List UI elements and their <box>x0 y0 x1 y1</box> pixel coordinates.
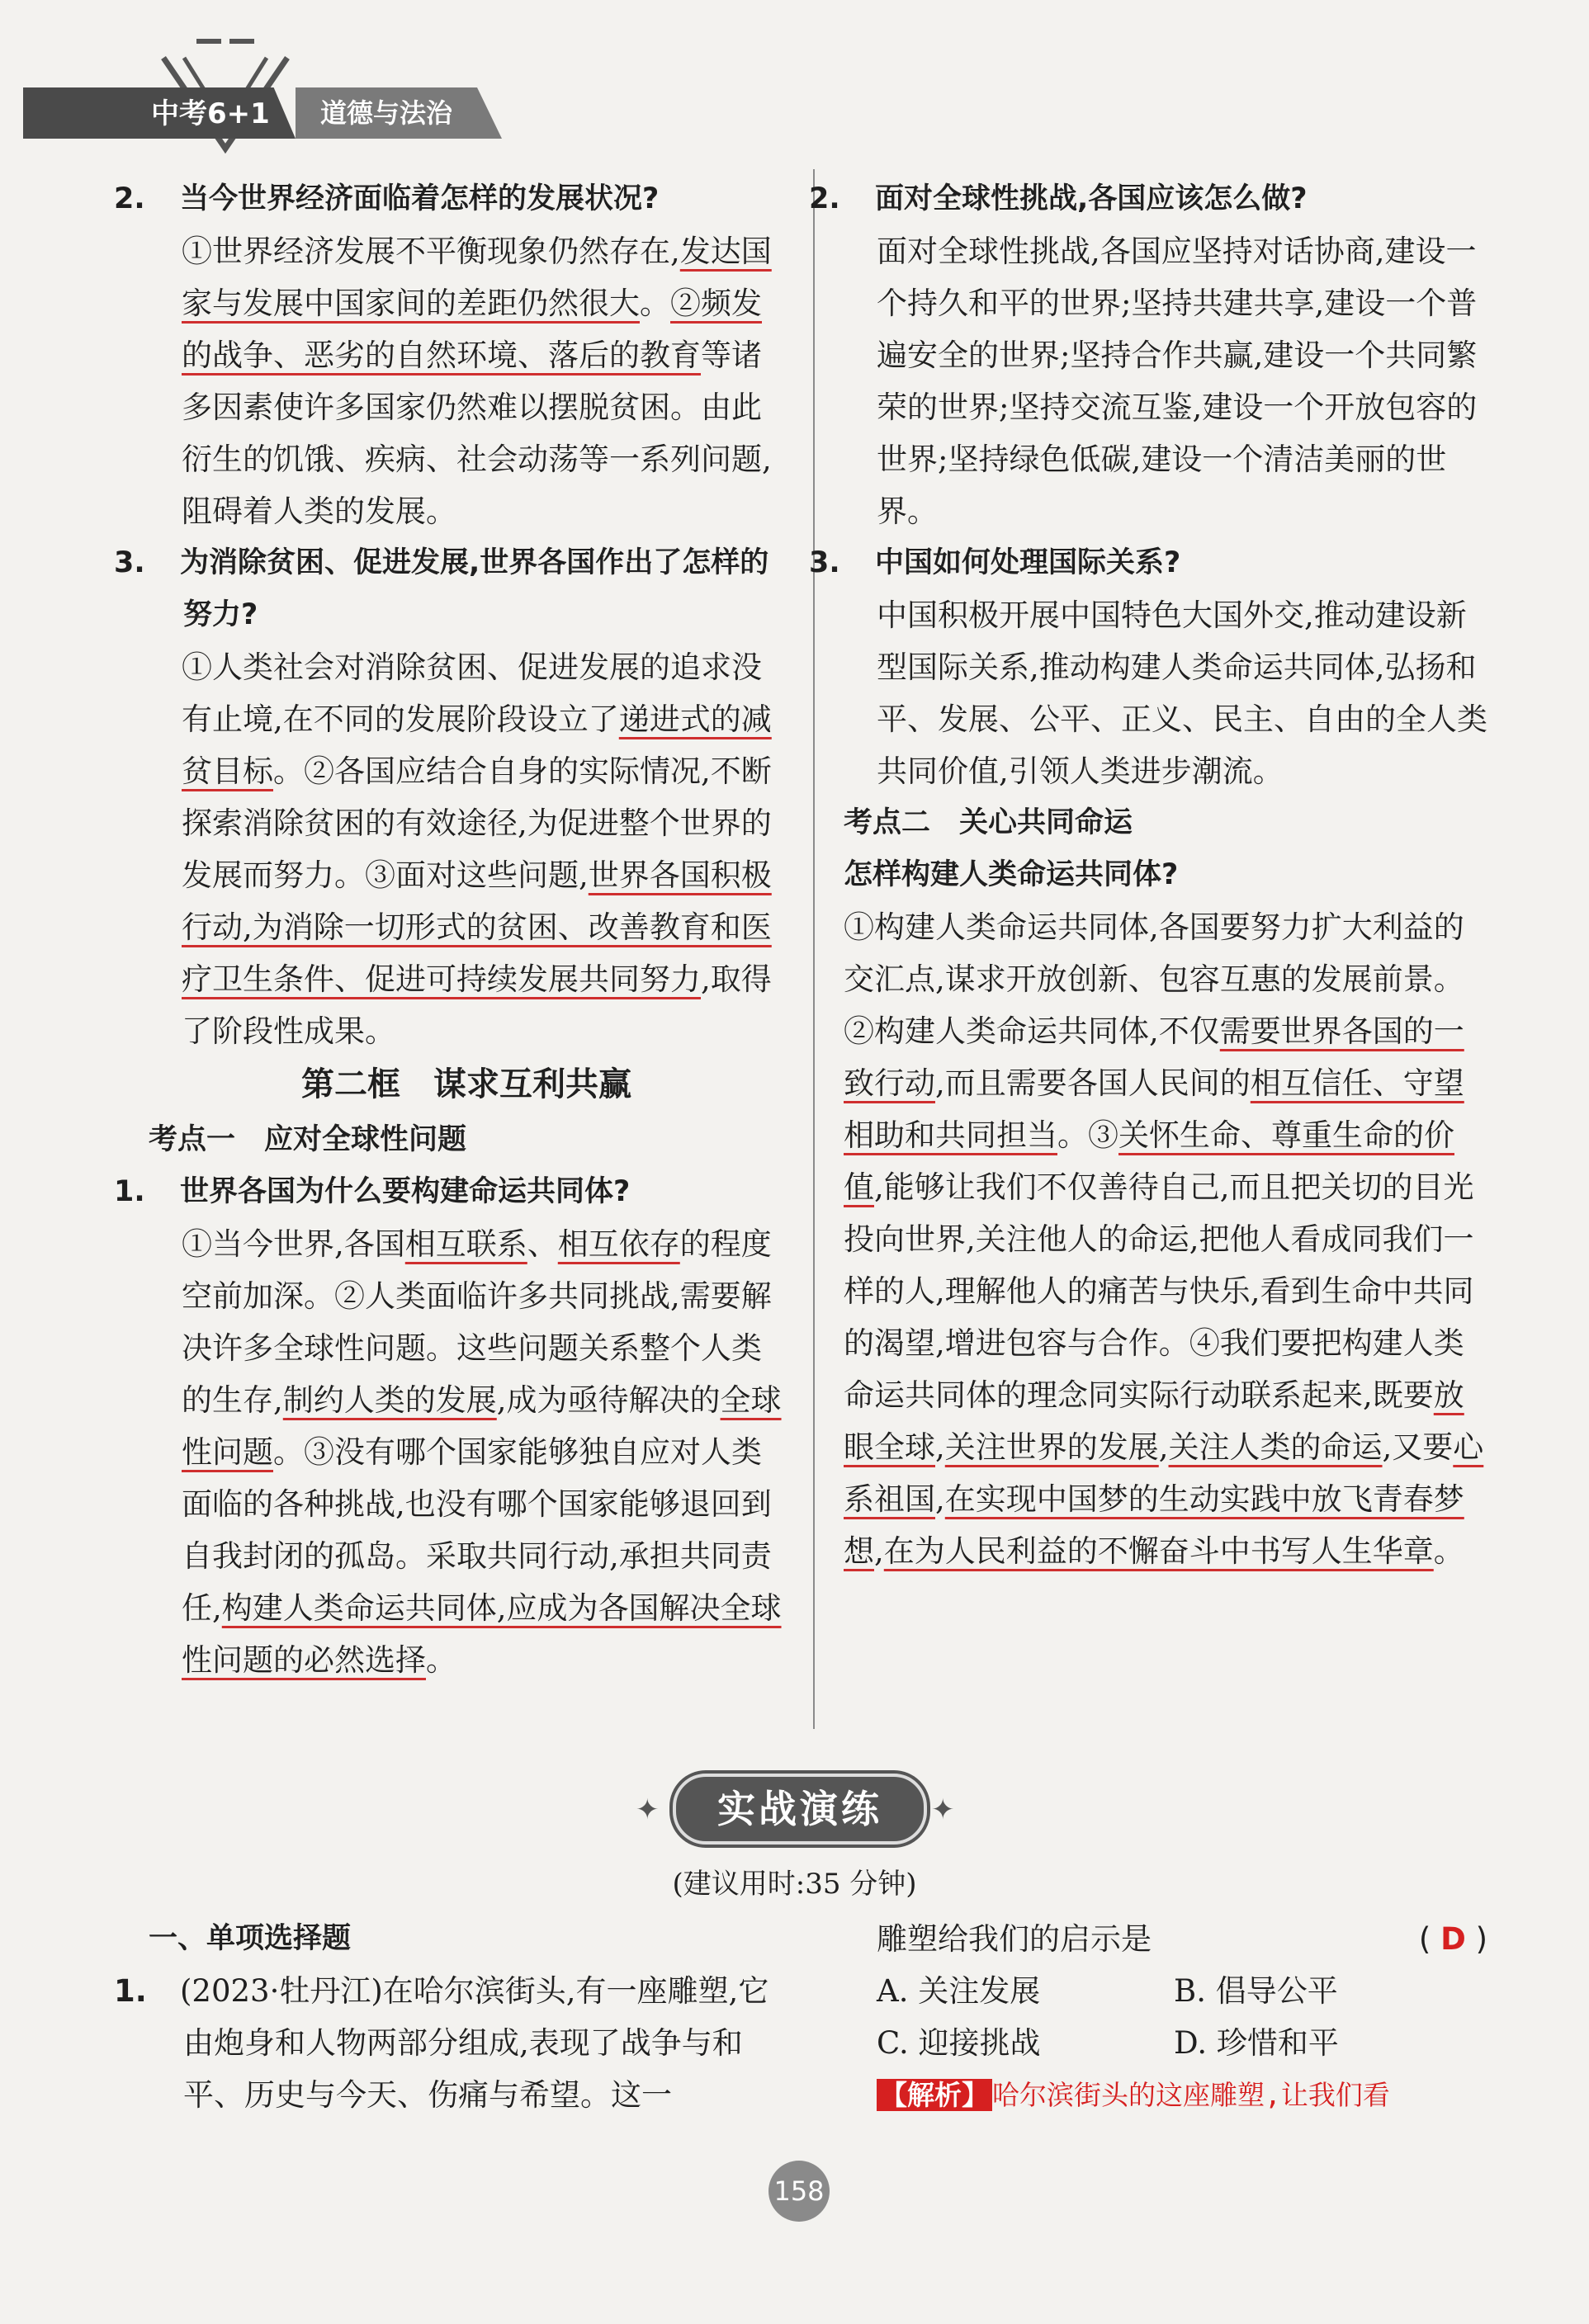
answer-letter: D <box>1440 1921 1466 1957</box>
section-heading: 考点一 应对全球性问题 <box>149 1123 467 1156</box>
answer-text: ①世界经济发展不平衡现象仍然存在,发达国家与发展中国家间的差距仍然很大。②频发的战争、恶劣的自然环境、落后的教育等诸多因素使许多国家仍然难以摆脱贫困。由此衍生的饥饿、疾病、社会动荡等一系列问题,阻碍着人类的发展。 <box>182 234 772 529</box>
question-heading: 3. 为消除贫困、促进发展,世界各国作出了怎样的努力? <box>114 546 769 631</box>
option-d: D. 珍惜和平 <box>1174 2025 1339 2061</box>
answer-text: 中国积极开展中国特色大国外交,推动建设新型国际关系,推动构建人类命运共同体,弘扬和平、发展、公平、正义、民主、自由的全人类共同价值,引领人类进步潮流。 <box>877 598 1487 789</box>
answer-text: 面对全球性挑战,各国应坚持对话协商,建设一个持久和平的世界;坚持共建共享,建设一个普遍安全的世界;坚持合作共赢,建设一个共同繁荣的世界;坚持交流互鉴,建设一个开放包容的世界;坚持绿色低碳,建设一个清洁美丽的世界。 <box>877 234 1478 529</box>
question-heading: 1. 世界各国为什么要构建命运共同体? <box>114 1175 631 1208</box>
practice-left-column <box>114 1913 784 2121</box>
right-column <box>809 173 1487 1577</box>
option-c: C. 迎接挑战 <box>877 2025 1041 2061</box>
column-divider <box>813 169 815 1729</box>
page-number: 158 <box>768 2161 830 2222</box>
star-icon: ✦ <box>636 1793 660 1826</box>
subject-label: 道德与法治 <box>320 97 453 129</box>
options <box>844 1965 1487 2069</box>
left-column <box>114 173 784 1686</box>
answer-bracket: ( D ) <box>1418 1921 1487 1957</box>
series-logo: 中考6+1 <box>151 97 270 130</box>
suggested-time: (建议用时:35 分钟) <box>672 1868 917 1901</box>
question-heading: 2. 当今世界经济面临着怎样的发展状况? <box>114 182 660 215</box>
analysis-tag: 【解析】 <box>877 2079 992 2111</box>
practice-banner <box>636 1762 958 1853</box>
question-stem: 1. (2023·牡丹江)在哈尔滨街头,有一座雕塑,它由炮身和人物两部分组成,表现了战争与和平、历史与今天、伤痛与希望。这一 <box>114 1973 769 2113</box>
question-stem-continued: 雕塑给我们的启示是 ( D ) <box>844 1913 1487 1965</box>
answer-text: ①人类社会对消除贫困、促进发展的追求没有止境,在不同的发展阶段设立了递进式的减贫目标。②各国应结合自身的实际情况,不断探索消除贫困的有效途径,为促进整个世界的发展而努力。③面对这些问题,世界各国积极行动,为消除一切形式的贫困、改善教育和医疗卫生条件、促进可持续发展共同努力,取得了阶段性成果。 <box>182 649 772 1049</box>
star-icon: ✦ <box>931 1793 955 1826</box>
answer-text: ①当今世界,各国相互联系、相互依存的程度空前加深。②人类面临许多共同挑战,需要解决许多全球性问题。这些问题关系整个人类的生存,制约人类的发展,成为亟待解决的全球性问题。③没有哪个国家能够独自应对人类面临的各种挑战,也没有哪个国家能够退回到自我封闭的孤岛。采取共同行动,承担共同责任,构建人类命运共同体,应成为各国解决全球性问题的必然选择。 <box>182 1226 782 1678</box>
frame-title: 第二框 谋求互利共赢 <box>301 1065 631 1103</box>
section-heading: 一、单项选择题 <box>149 1922 352 1955</box>
question-heading: 怎样构建人类命运共同体? <box>844 858 1179 891</box>
option-a: A. 关注发展 <box>877 1973 1041 2009</box>
page-header <box>23 33 485 157</box>
question-heading: 3. 中国如何处理国际关系? <box>809 546 1181 579</box>
banner-title: 实战演练 <box>717 1787 882 1831</box>
answer-text: ①构建人类命运共同体,各国要努力扩大利益的交汇点,谋求开放创新、包容互惠的发展前景。②构建人类命运共同体,不仅需要世界各国的一致行动,而且需要各国人民间的相互信任、守望相助和共同担当。③关怀生命、尊重生命的价值,能够让我们不仅善待自己,而且把关切的目光投向世界,关注他人的命运,把他人看成同我们一样的人,理解他人的痛苦与快乐,看到生命中共同的渴望,增进包容与合作。④我们要把构建人类命运共同体的理念同实际行动联系起来,既要放眼全球,关注世界的发展,关注人类的命运,又要心系祖国,在实现中国梦的生动实践中放飞青春梦想,在为人民利益的不懈奋斗中书写人生华章。 <box>844 909 1484 1569</box>
analysis-text: 【解析】 哈尔滨街头的这座雕塑,让我们看 <box>844 2069 1487 2121</box>
practice-right-column <box>844 1913 1487 2121</box>
question-heading: 2. 面对全球性挑战,各国应该怎么做? <box>809 182 1308 215</box>
option-b: B. 倡导公平 <box>1174 1973 1338 2009</box>
section-heading: 考点二 关心共同命运 <box>844 806 1133 839</box>
